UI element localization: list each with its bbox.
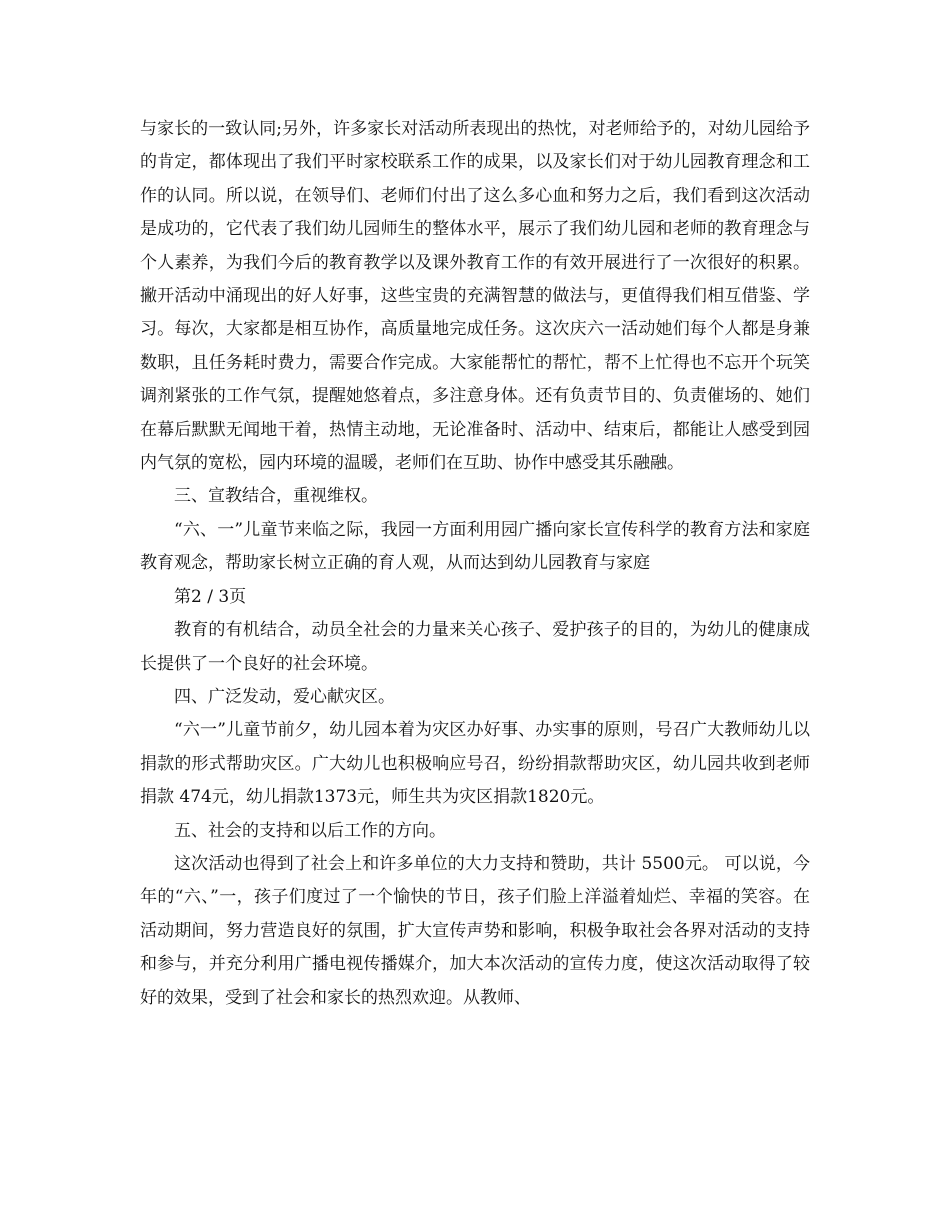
heading-section-three: 三、宣教结合，重视维权。 (174, 486, 378, 507)
paragraph-social-support: 这次活动也得到了社会上和许多单位的大力支持和赞助，共计 5500元。 可以说，今年的“六、”一，孩子们度过了一个愉快的节日，孩子们脸上洋溢着灿烂、幸福的笑容。在活动期间，努力营造良好的氛围，扩大宣传声势和影响，积极争取社会各界对活动的支持和参与，并充分利用广播电视传播媒介，加大本次活动的宣传力度，使这次活动取得了较好的效果，受到了社会和家长的热烈欢迎。从教师、 (140, 853, 810, 1008)
heading-section-four: 四、广泛发动，爱心献灾区。 (174, 686, 395, 707)
page-number: 第2 / 3页 (174, 586, 247, 607)
paragraph-childrens-day-broadcast: “六、一”儿童节来临之际，我园一方面利用园广播向家长宣传科学的教育方法和家庭教育观念，帮助家长树立正确的育人观，从而达到幼儿园教育与家庭 (140, 519, 810, 574)
paragraph-parent-recognition: 与家长的一致认同;另外，许多家长对活动所表现出的热忱，对老师给予的，对幼儿园给予的肯定，都体现出了我们平时家校联系工作的成果，以及家长们对于幼儿园教育理念和工作的认同。所以说，在领导们、老师们付出了这么多心血和努力之后，我们看到这次活动是成功的，它代表了我们幼儿园师生的整体水平，展示了我们幼儿园和老师的教育理念与个人素养，为我们今后的教育教学以及课外教育工作的有效开展进行了一次很好的积累。撇开活动中涌现出的好人好事，这些宝贵的充满智慧的做法与，更值得我们相互借鉴、学习。每次，大家都是相互协作，高质量地完成任务。这次庆六一活动她们每个人都是身兼数职，且任务耗时费力，需要合作完成。大家能帮忙的帮忙，帮不上忙得也不忘开个玩笑调剂紧张的工作气氛，提醒她悠着点，多注意身体。还有负责节目的、负责催场的、她们在幕后默默无闻地干着，热情主动地，无论准备时、活动中、结束后，都能让人感受到园内气氛的宽松，园内环境的温暖，老师们在互助、协作中感受其乐融融。 (140, 119, 810, 474)
heading-section-five: 五、社会的支持和以后工作的方向。 (174, 820, 446, 841)
document-body (140, 113, 810, 1015)
paragraph-education-combination: 教育的有机结合，动员全社会的力量来关心孩子、爱护孩子的目的，为幼儿的健康成长提供了一个良好的社会环境。 (140, 620, 810, 674)
paragraph-donation: “六一”儿童节前夕，幼儿园本着为灾区办好事、办实事的原则，号召广大教师幼儿以捐款的形式帮助灾区。广大幼儿也积极响应号召，纷纷捐款帮助灾区，幼儿园共收到老师捐款 474元，幼儿捐款1373元，师生共为灾区捐款1820元。 (140, 720, 810, 808)
